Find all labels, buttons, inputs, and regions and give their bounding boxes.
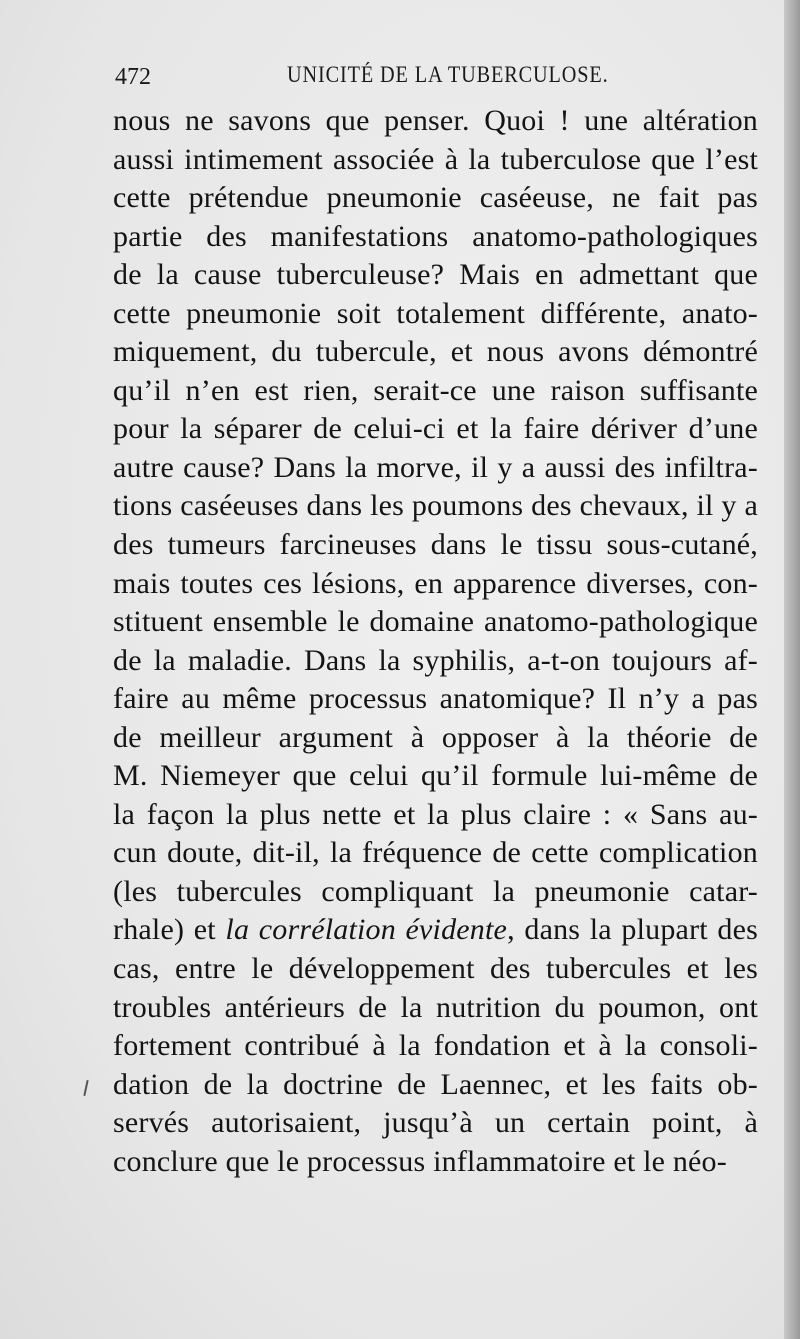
text-line: cette pneumonie soit totalement différente, anato- xyxy=(113,296,758,330)
page-number: 472 xyxy=(115,64,151,90)
body-text xyxy=(113,102,758,1181)
text-line: de la cause tuberculeuse? Mais en admettant que xyxy=(113,258,758,292)
text-line: aussi intimement associée à la tuberculose que l’est xyxy=(113,142,758,176)
margin-mark xyxy=(83,1080,88,1096)
text-line: cas, entre le développement des tubercules et les xyxy=(113,952,758,986)
text-line: de meilleur argument à opposer à la théorie de xyxy=(113,720,758,754)
text-line: conclure que le processus inflammatoire et le néo- xyxy=(113,1144,727,1178)
text-line: (les tubercules compliquant la pneumonie catar- xyxy=(113,874,758,908)
text-line: la façon la plus nette et la plus claire : « Sans au- xyxy=(113,797,758,831)
text-line: pour la séparer de celui-ci et la faire dériver d’une xyxy=(113,412,758,446)
text-segment: , dans la plupart des xyxy=(507,913,758,947)
text-line: de la maladie. Dans la syphilis, a-t-on toujours af- xyxy=(113,643,758,677)
text-line: fortement contribué à la fondation et à la consoli- xyxy=(113,1029,758,1063)
text-line: troubles antérieurs de la nutrition du poumon, ont xyxy=(113,990,758,1024)
text-line xyxy=(113,911,758,950)
text-line: nous ne savons que penser. Quoi ! une altération xyxy=(113,104,758,137)
text-line: qu’il n’en est rien, serait-ce une raison suffisante xyxy=(113,373,758,407)
text-line: tions caséeuses dans les poumons des chevaux, il y a xyxy=(113,489,758,523)
text-line: miquement, du tubercule, et nous avons démontré xyxy=(113,335,758,369)
text-line: stituent ensemble le domaine anatomo-pathologique xyxy=(113,605,758,639)
italic-phrase: la corrélation évidente xyxy=(225,913,508,947)
text-line: cette prétendue pneumonie caséeuse, ne fait pas xyxy=(113,181,758,215)
text-line: cun doute, dit-il, la fréquence de cette complication xyxy=(113,836,758,870)
text-segment: rhale) et xyxy=(113,913,226,947)
page-edge xyxy=(784,0,800,1339)
text-line: dation de la doctrine de Laennec, et les faits ob- xyxy=(113,1067,758,1101)
text-line: partie des manifestations anatomo-pathologiques xyxy=(113,219,758,253)
text-line: faire au même processus anatomique? Il n’y a pas xyxy=(113,682,758,716)
text-line: mais toutes ces lésions, en apparence diverses, con- xyxy=(113,566,758,600)
text-line: servés autorisaient, jusqu’à un certain point, à xyxy=(113,1106,758,1140)
running-title: UNICITÉ DE LA TUBERCULOSE. xyxy=(287,62,609,87)
text-line: M. Niemeyer que celui qu’il formule lui-même de xyxy=(113,759,758,793)
text-line: des tumeurs farcineuses dans le tissu sous-cutané, xyxy=(113,528,758,562)
page-header xyxy=(115,58,755,92)
text-line: autre cause? Dans la morve, il y a aussi des infiltra- xyxy=(113,450,758,484)
